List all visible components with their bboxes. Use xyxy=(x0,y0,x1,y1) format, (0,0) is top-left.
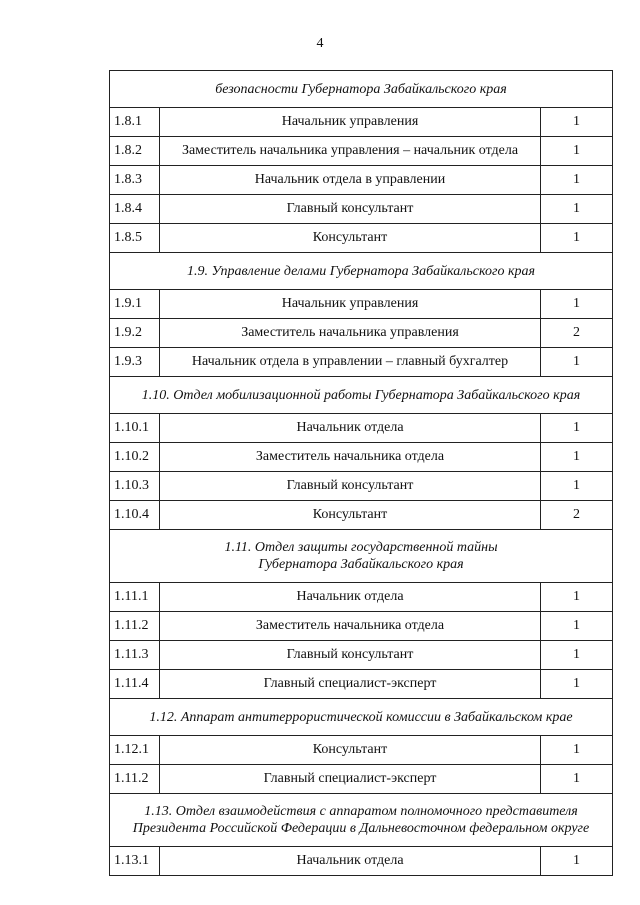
section-heading: 1.9. Управление делами Губернатора Забайкальского края xyxy=(110,253,613,290)
position-count: 1 xyxy=(541,224,613,253)
row-number: 1.11.1 xyxy=(110,583,160,612)
table-row xyxy=(110,414,613,443)
position-title: Начальник управления xyxy=(160,290,541,319)
position-title: Главный специалист-эксперт xyxy=(160,765,541,794)
table-row xyxy=(110,224,613,253)
page-number: 4 xyxy=(316,36,324,51)
position-title: Начальник отдела xyxy=(160,847,541,876)
row-number: 1.10.2 xyxy=(110,443,160,472)
row-number: 1.11.2 xyxy=(110,765,160,794)
position-count: 1 xyxy=(541,348,613,377)
position-count: 1 xyxy=(541,641,613,670)
section-heading-row xyxy=(110,253,613,290)
row-number: 1.11.2 xyxy=(110,612,160,641)
section-heading: 1.10. Отдел мобилизационной работы Губернатора Забайкальского края xyxy=(110,377,613,414)
position-title: Консультант xyxy=(160,736,541,765)
position-count: 1 xyxy=(541,443,613,472)
position-title: Заместитель начальника управления – начальник отдела xyxy=(160,137,541,166)
table-row xyxy=(110,166,613,195)
row-number: 1.8.1 xyxy=(110,108,160,137)
row-number: 1.8.3 xyxy=(110,166,160,195)
table-row xyxy=(110,290,613,319)
position-title: Главный консультант xyxy=(160,472,541,501)
position-count: 1 xyxy=(541,472,613,501)
position-title: Начальник управления xyxy=(160,108,541,137)
table-row xyxy=(110,765,613,794)
section-heading: 1.11. Отдел защиты государственной тайны Губернатора Забайкальского края xyxy=(110,530,613,583)
position-title: Главный консультант xyxy=(160,195,541,224)
row-number: 1.12.1 xyxy=(110,736,160,765)
row-number: 1.9.3 xyxy=(110,348,160,377)
position-title: Консультант xyxy=(160,501,541,530)
section-heading-row xyxy=(110,71,613,108)
section-heading: 1.12. Аппарат антитеррористической комиссии в Забайкальском крае xyxy=(110,699,613,736)
position-title: Заместитель начальника отдела xyxy=(160,612,541,641)
position-count: 2 xyxy=(541,319,613,348)
position-count: 1 xyxy=(541,847,613,876)
position-count: 2 xyxy=(541,501,613,530)
row-number: 1.8.5 xyxy=(110,224,160,253)
table-row xyxy=(110,736,613,765)
row-number: 1.13.1 xyxy=(110,847,160,876)
table-row xyxy=(110,583,613,612)
section-heading: 1.13. Отдел взаимодействия с аппаратом полномочного представителя Президента Российской Федерации в Дальневосточном федеральном округе xyxy=(110,794,613,847)
section-heading-row xyxy=(110,530,613,583)
position-count: 1 xyxy=(541,166,613,195)
position-count: 1 xyxy=(541,414,613,443)
row-number: 1.10.4 xyxy=(110,501,160,530)
position-title: Консультант xyxy=(160,224,541,253)
row-number: 1.11.4 xyxy=(110,670,160,699)
position-title: Начальник отдела xyxy=(160,414,541,443)
staff-table xyxy=(109,70,613,876)
position-count: 1 xyxy=(541,765,613,794)
position-count: 1 xyxy=(541,290,613,319)
row-number: 1.9.1 xyxy=(110,290,160,319)
row-number: 1.8.2 xyxy=(110,137,160,166)
table-row xyxy=(110,472,613,501)
position-title: Заместитель начальника отдела xyxy=(160,443,541,472)
position-count: 1 xyxy=(541,670,613,699)
position-title: Заместитель начальника управления xyxy=(160,319,541,348)
position-title: Начальник отдела в управлении – главный бухгалтер xyxy=(160,348,541,377)
row-number: 1.11.3 xyxy=(110,641,160,670)
row-number: 1.9.2 xyxy=(110,319,160,348)
staff-table-body xyxy=(110,71,613,876)
section-heading-row xyxy=(110,794,613,847)
table-row xyxy=(110,137,613,166)
table-row xyxy=(110,847,613,876)
position-count: 1 xyxy=(541,583,613,612)
table-row xyxy=(110,443,613,472)
position-count: 1 xyxy=(541,108,613,137)
table-row xyxy=(110,501,613,530)
table-row xyxy=(110,612,613,641)
position-count: 1 xyxy=(541,736,613,765)
position-count: 1 xyxy=(541,612,613,641)
section-heading-row xyxy=(110,377,613,414)
table-row xyxy=(110,195,613,224)
row-number: 1.10.1 xyxy=(110,414,160,443)
position-title: Главный консультант xyxy=(160,641,541,670)
position-title: Главный специалист-эксперт xyxy=(160,670,541,699)
table-row xyxy=(110,319,613,348)
row-number: 1.8.4 xyxy=(110,195,160,224)
table-row xyxy=(110,641,613,670)
position-count: 1 xyxy=(541,195,613,224)
section-heading: безопасности Губернатора Забайкальского края xyxy=(110,71,613,108)
table-row xyxy=(110,348,613,377)
position-title: Начальник отдела в управлении xyxy=(160,166,541,195)
position-count: 1 xyxy=(541,137,613,166)
table-row xyxy=(110,670,613,699)
table-row xyxy=(110,108,613,137)
position-title: Начальник отдела xyxy=(160,583,541,612)
section-heading-row xyxy=(110,699,613,736)
row-number: 1.10.3 xyxy=(110,472,160,501)
